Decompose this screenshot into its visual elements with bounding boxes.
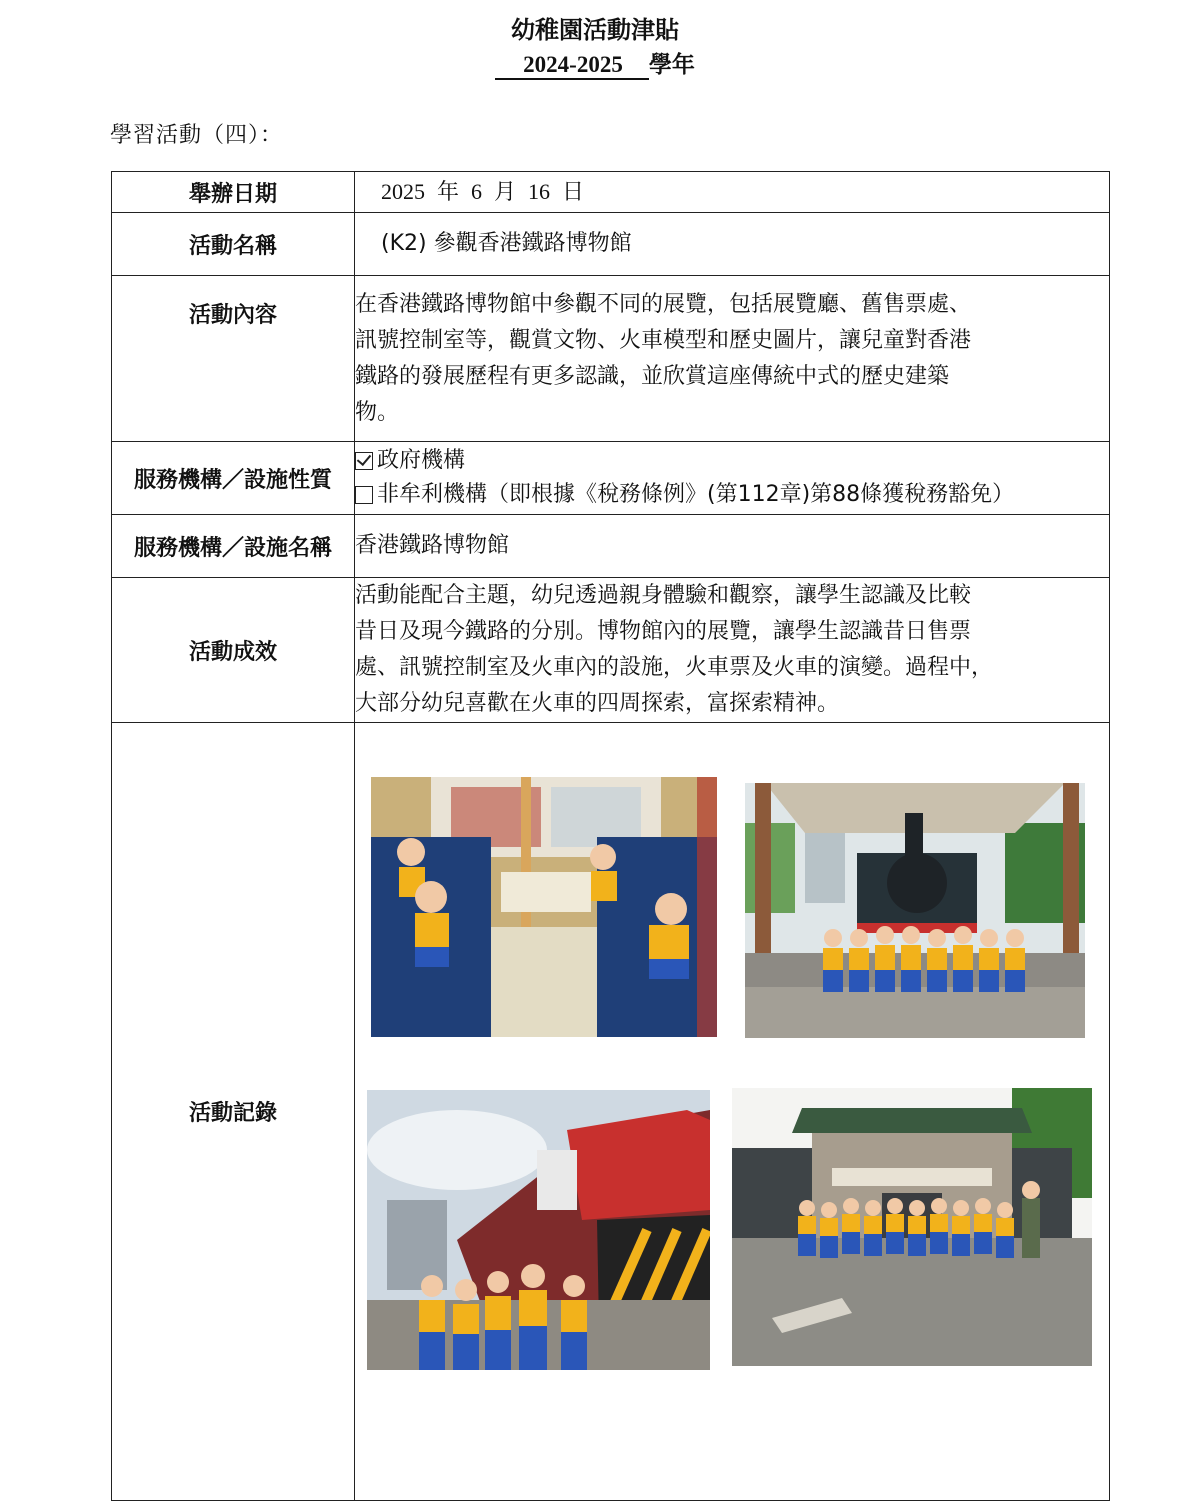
photo-gallery (355, 723, 1110, 1501)
row-date (112, 172, 1110, 213)
label-facility-name: 服務機構／設施名稱 (112, 515, 355, 578)
row-facility-name (112, 515, 1110, 578)
option-government-label: 政府機構 (377, 448, 466, 473)
content-line: 物。 (355, 399, 400, 425)
effect-line: 活動能配合主題，幼兒透過親身體驗和觀察，讓學生認識及比較 (355, 583, 972, 608)
value-date (355, 172, 1110, 213)
date-year: 2025 (381, 179, 425, 204)
option-nonprofit-label: 非牟利機構（即根據《稅務條例》(第112章)第88條獲稅務豁免） (377, 482, 1015, 507)
photo-steam-locomotive (745, 783, 1085, 1038)
row-effectiveness (112, 578, 1110, 723)
date-month: 6 (471, 179, 483, 204)
photo-diesel-locomotive (367, 1090, 710, 1370)
row-activity-name (112, 213, 1110, 276)
photo-train-carriage (371, 777, 717, 1037)
school-year-value: 2024-2025 (495, 52, 649, 80)
date-month-unit: 月 (494, 179, 517, 204)
content-line: 鐵路的發展歷程有更多認識，並欣賞這座傳統中式的歷史建築 (355, 363, 950, 389)
school-year (0, 46, 1190, 80)
content-line: 訊號控制室等，觀賞文物、火車模型和歷史圖片，讓兒童對香港 (355, 327, 972, 353)
activity-table (111, 171, 1110, 1501)
checkbox-checked-icon (355, 452, 373, 470)
effect-line: 大部分幼兒喜歡在火車的四周探索，富探索精神。 (355, 691, 840, 716)
document-title: 幼稚園活動津貼 (511, 16, 679, 44)
checkbox-unchecked-icon (355, 486, 373, 504)
section-title: 學習活動（四）： (110, 123, 284, 148)
date-day: 16 (528, 179, 551, 204)
label-record: 活動記錄 (112, 723, 355, 1501)
option-nonprofit (355, 478, 1109, 512)
photo-station-building (732, 1088, 1092, 1366)
date-day-unit: 日 (562, 179, 585, 204)
option-government (355, 444, 1109, 478)
row-activity-content (112, 276, 1110, 442)
label-facility-type: 服務機構／設施性質 (112, 442, 355, 515)
effect-line: 昔日及現今鐵路的分別。博物館內的展覽，讓學生認識昔日售票 (355, 619, 972, 644)
row-record (112, 723, 1110, 1501)
content-line: 在香港鐵路博物館中參觀不同的展覽，包括展覽廳、舊售票處、 (355, 291, 972, 317)
value-facility-type (355, 442, 1110, 515)
label-date: 舉辦日期 (112, 172, 355, 213)
value-activity-content (355, 276, 1110, 442)
date-year-unit: 年 (437, 179, 460, 204)
label-activity-content: 活動內容 (112, 276, 355, 442)
effect-line: 處、訊號控制室及火車內的設施，火車票及火車的演變。過程中， (355, 655, 994, 680)
row-facility-type (112, 442, 1110, 515)
value-effectiveness (355, 578, 1110, 723)
value-facility-name: 香港鐵路博物館 (355, 515, 1110, 578)
label-effectiveness: 活動成效 (112, 578, 355, 723)
school-year-suffix: 學年 (648, 52, 695, 78)
label-activity-name: 活動名稱 (112, 213, 355, 276)
value-activity-name: (K2) 參觀香港鐵路博物館 (355, 213, 1110, 276)
